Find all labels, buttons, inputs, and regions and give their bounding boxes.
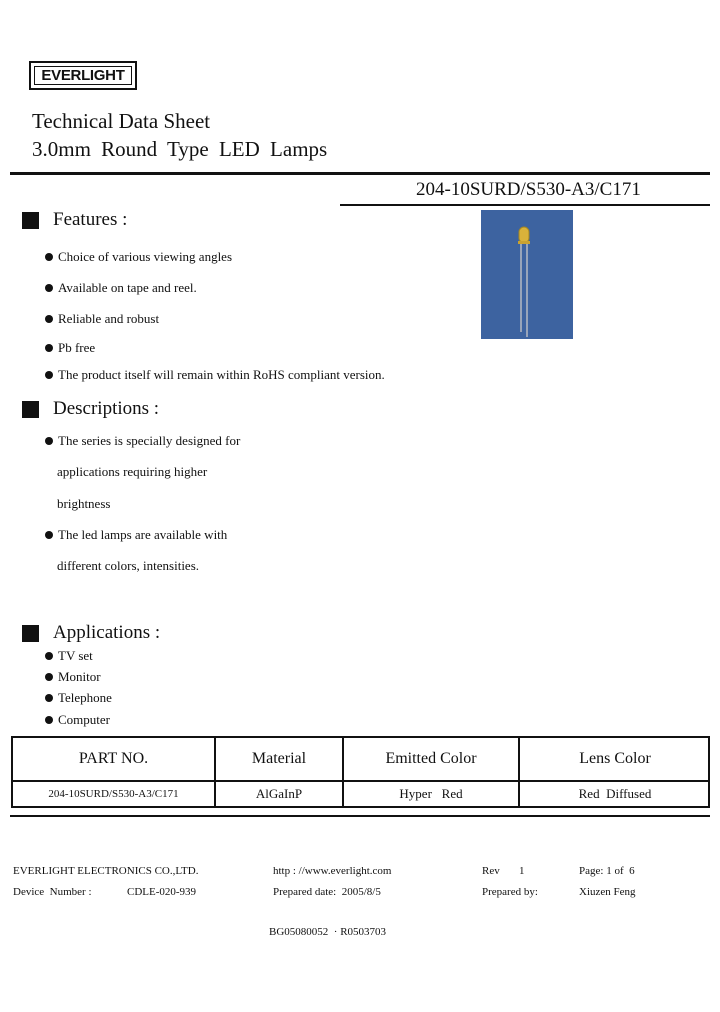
bullet-icon bbox=[45, 673, 53, 681]
descriptions-title: Descriptions : bbox=[53, 398, 160, 419]
footer-prepared-date: Prepared date: 2005/8/5 bbox=[273, 886, 381, 898]
logo-text: EVERLIGHT bbox=[34, 66, 132, 85]
description-text: brightness bbox=[57, 496, 111, 511]
description-text: different colors, intensities. bbox=[57, 558, 200, 573]
feature-text: Available on tape and reel. bbox=[58, 280, 197, 295]
footer-rev-label: Rev bbox=[482, 865, 500, 877]
part-number-rule bbox=[340, 204, 710, 206]
footer-prepared-by-label: Prepared by: bbox=[482, 886, 538, 898]
led-lamp-icon bbox=[481, 210, 573, 339]
section-square-icon bbox=[22, 625, 39, 642]
part-number-header: 204-10SURD/S530-A3/C171 bbox=[416, 179, 641, 200]
feature-item bbox=[43, 280, 197, 296]
applications-section-heading bbox=[22, 622, 160, 644]
footer-device-label: Device Number : bbox=[13, 886, 92, 898]
applications-title: Applications : bbox=[53, 622, 161, 643]
table-header-lens-color: Lens Color bbox=[579, 750, 651, 767]
doc-subtitle: 3.0mm Round Type LED Lamps bbox=[32, 137, 328, 161]
bullet-icon bbox=[45, 652, 53, 660]
bullet-icon bbox=[45, 694, 53, 702]
footer-device-value: CDLE-020-939 bbox=[127, 886, 197, 898]
bullet-icon bbox=[45, 371, 53, 379]
led-lamp-photo bbox=[481, 210, 573, 339]
bullet-icon bbox=[45, 284, 53, 292]
application-text: TV set bbox=[58, 648, 93, 663]
feature-item bbox=[43, 367, 385, 383]
feature-item bbox=[43, 311, 159, 327]
table-header-material: Material bbox=[251, 750, 307, 767]
description-item bbox=[43, 433, 240, 449]
application-text: Telephone bbox=[58, 690, 112, 705]
description-text: applications requiring higher bbox=[57, 464, 208, 479]
feature-text: Pb free bbox=[58, 340, 96, 355]
footer-company: EVERLIGHT ELECTRONICS CO.,LTD. bbox=[13, 865, 199, 877]
feature-item bbox=[43, 340, 95, 356]
application-item bbox=[43, 712, 110, 728]
doc-title: Technical Data Sheet bbox=[32, 109, 211, 133]
bullet-icon bbox=[45, 315, 53, 323]
application-item bbox=[43, 648, 93, 664]
application-text: Computer bbox=[58, 712, 110, 727]
table-cell-lens-color: Red Diffused bbox=[578, 786, 652, 801]
bullet-icon bbox=[45, 437, 53, 445]
table-cell-part-no: 204-10SURD/S530-A3/C171 bbox=[48, 788, 179, 800]
feature-item bbox=[43, 249, 232, 265]
feature-text: The product itself will remain within RoHS compliant version. bbox=[58, 367, 385, 382]
bullet-icon bbox=[45, 344, 53, 352]
footer-prepared-by-value: Xiuzen Feng bbox=[579, 886, 636, 898]
table-cell-material: AlGaInP bbox=[255, 786, 303, 801]
application-text: Monitor bbox=[58, 669, 101, 684]
everlight-logo bbox=[29, 61, 137, 90]
bullet-icon bbox=[45, 716, 53, 724]
feature-text: Reliable and robust bbox=[58, 311, 160, 326]
header-rule bbox=[10, 172, 710, 175]
table-header-part-no: PART NO. bbox=[78, 750, 149, 767]
footer-doc-code: BG05080052 · R0503703 bbox=[269, 926, 387, 938]
section-square-icon bbox=[22, 401, 39, 418]
features-section-heading bbox=[22, 209, 127, 231]
section-square-icon bbox=[22, 212, 39, 229]
descriptions-section-heading bbox=[22, 398, 159, 420]
footer-rev-value: 1 bbox=[519, 865, 525, 877]
description-text: The series is specially designed for bbox=[58, 433, 241, 448]
spec-table bbox=[11, 736, 710, 808]
footer-rule bbox=[10, 815, 710, 817]
features-title: Features : bbox=[53, 209, 128, 230]
footer-website: http : //www.everlight.com bbox=[273, 865, 392, 877]
description-text: The led lamps are available with bbox=[58, 527, 228, 542]
table-header-emitted-color: Emitted Color bbox=[385, 750, 477, 767]
table-cell-emitted-color: Hyper Red bbox=[399, 786, 463, 801]
bullet-icon bbox=[45, 531, 53, 539]
application-item bbox=[43, 669, 101, 685]
feature-text: Choice of various viewing angles bbox=[58, 249, 233, 264]
description-item bbox=[43, 527, 227, 543]
footer-page: Page: 1 of 6 bbox=[579, 865, 635, 877]
bullet-icon bbox=[45, 253, 53, 261]
application-item bbox=[43, 690, 112, 706]
